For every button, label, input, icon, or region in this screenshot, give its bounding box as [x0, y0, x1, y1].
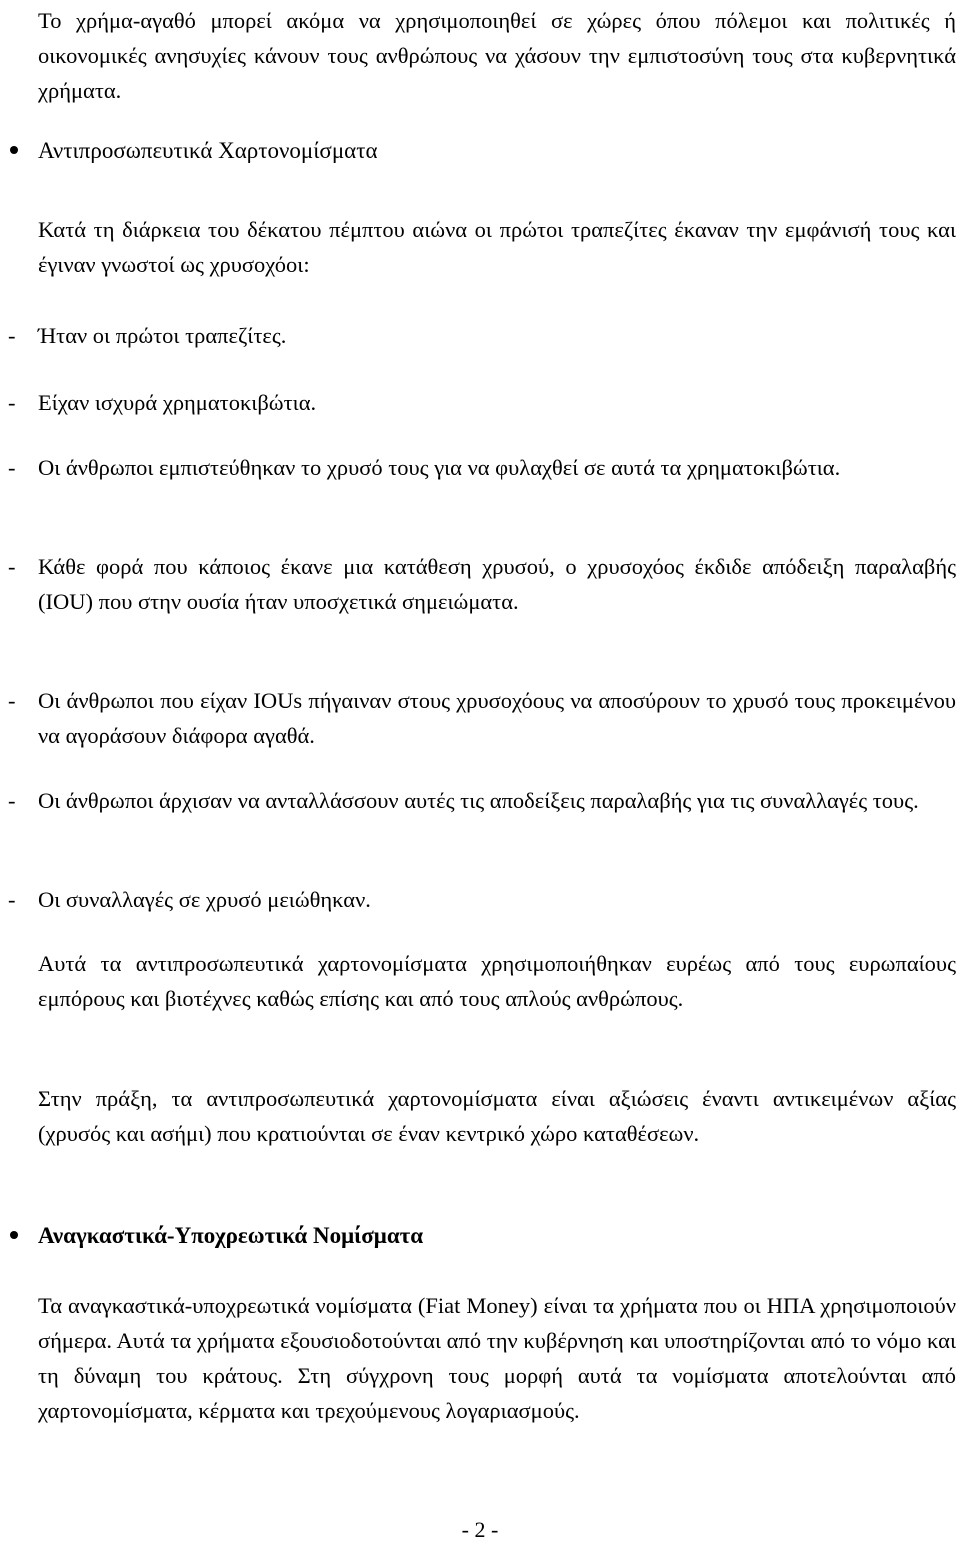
- list-item-text: Είχαν ισχυρά χρηματοκιβώτια.: [38, 390, 317, 415]
- section-intro-paragraph: Κατά τη διάρκεια του δέκατου πέμπτου αιώνα οι πρώτοι τραπεζίτες έκαναν την εμφάνισή τους και έγιναν γνωστοί ως χρυσοχόοι:: [38, 217, 956, 277]
- list-item-text: Οι συναλλαγές σε χρυσό μειώθηκαν.: [38, 887, 371, 912]
- section-heading-text: Αναγκαστικά-Υποχρεωτικά Νομίσματα: [38, 1223, 424, 1248]
- list-item: [8, 385, 956, 420]
- list-item: [8, 318, 956, 353]
- dash-marker: -: [8, 554, 16, 579]
- bullet-icon: [10, 146, 18, 154]
- dash-marker: -: [8, 455, 16, 480]
- representative-paragraph-1: Αυτά τα αντιπροσωπευτικά χαρτονομίσματα χρησιμοποιήθηκαν ευρέως από τους ευρωπαίους εμπόρους και βιοτέχνες καθώς επίσης και από τους απλούς ανθρώπους.: [38, 951, 956, 1011]
- list-item-text: Κάθε φορά που κάποιος έκανε μια κατάθεση χρυσού, ο χρυσοχόος έκδιδε απόδειξη παραλαβής (IOU) που στην ουσία ήταν υποσχετικά σημειώματα.: [38, 554, 956, 614]
- list-item-text: Οι άνθρωποι που είχαν IOUs πήγαιναν στους χρυσοχόους να αποσύρουν το χρυσό τους προκειμένου να αγοράσουν διάφορα αγαθά.: [38, 688, 956, 748]
- dash-marker: -: [8, 788, 16, 813]
- fiat-paragraph: Τα αναγκαστικά-υποχρεωτικά νομίσματα (Fiat Money) είναι τα χρήματα που οι ΗΠΑ χρησιμοποιούν σήμερα. Αυτά τα χρήματα εξουσιοδοτούνται από την κυβέρνηση και υποστηρίζονται από το νόμο και τη δύναμη του κράτους. Στη σύγχρονη τους μορφή αυτά τα νομίσματα αποτελούνται από χαρτονομίσματα, κέρματα και τρεχούμενους λογαριασμούς.: [38, 1293, 956, 1423]
- list-item: [8, 450, 956, 485]
- dash-marker: -: [8, 390, 16, 415]
- section-heading-representative: [38, 133, 956, 168]
- page-number: - 2 -: [461, 1517, 499, 1542]
- dash-marker: -: [8, 887, 16, 912]
- intro-paragraph: Το χρήμα-αγαθό μπορεί ακόμα να χρησιμοποιηθεί σε χώρες όπου πόλεμοι και πολιτικές ή οικονομικές ανησυχίες κάνουν τους ανθρώπους να χάσουν την εμπιστοσύνη τους στα κυβερνητικά χρήματα.: [38, 8, 956, 103]
- list-item: [8, 783, 956, 818]
- dash-marker: -: [8, 688, 16, 713]
- bullet-icon: [10, 1231, 18, 1239]
- section-heading-fiat: [38, 1218, 956, 1253]
- list-item: [8, 882, 956, 917]
- list-item-text: Οι άνθρωποι άρχισαν να ανταλλάσσουν αυτές τις αποδείξεις παραλαβής για τις συναλλαγές τους.: [38, 788, 919, 813]
- representative-paragraph-2: Στην πράξη, τα αντιπροσωπευτικά χαρτονομίσματα είναι αξιώσεις έναντι αντικειμένων αξίας (χρυσός και ασήμι) που κρατιούνται σε έναν κεντρικό χώρο καταθέσεων.: [38, 1086, 956, 1146]
- list-item-text: Οι άνθρωποι εμπιστεύθηκαν το χρυσό τους για να φυλαχθεί σε αυτά τα χρηματοκιβώτια.: [38, 455, 841, 480]
- list-item: [8, 549, 956, 619]
- list-item-text: Ήταν οι πρώτοι τραπεζίτες.: [38, 323, 287, 348]
- section-heading-text: Αντιπροσωπευτικά Χαρτονομίσματα: [38, 138, 378, 163]
- list-item: [8, 683, 956, 753]
- dash-marker: -: [8, 323, 16, 348]
